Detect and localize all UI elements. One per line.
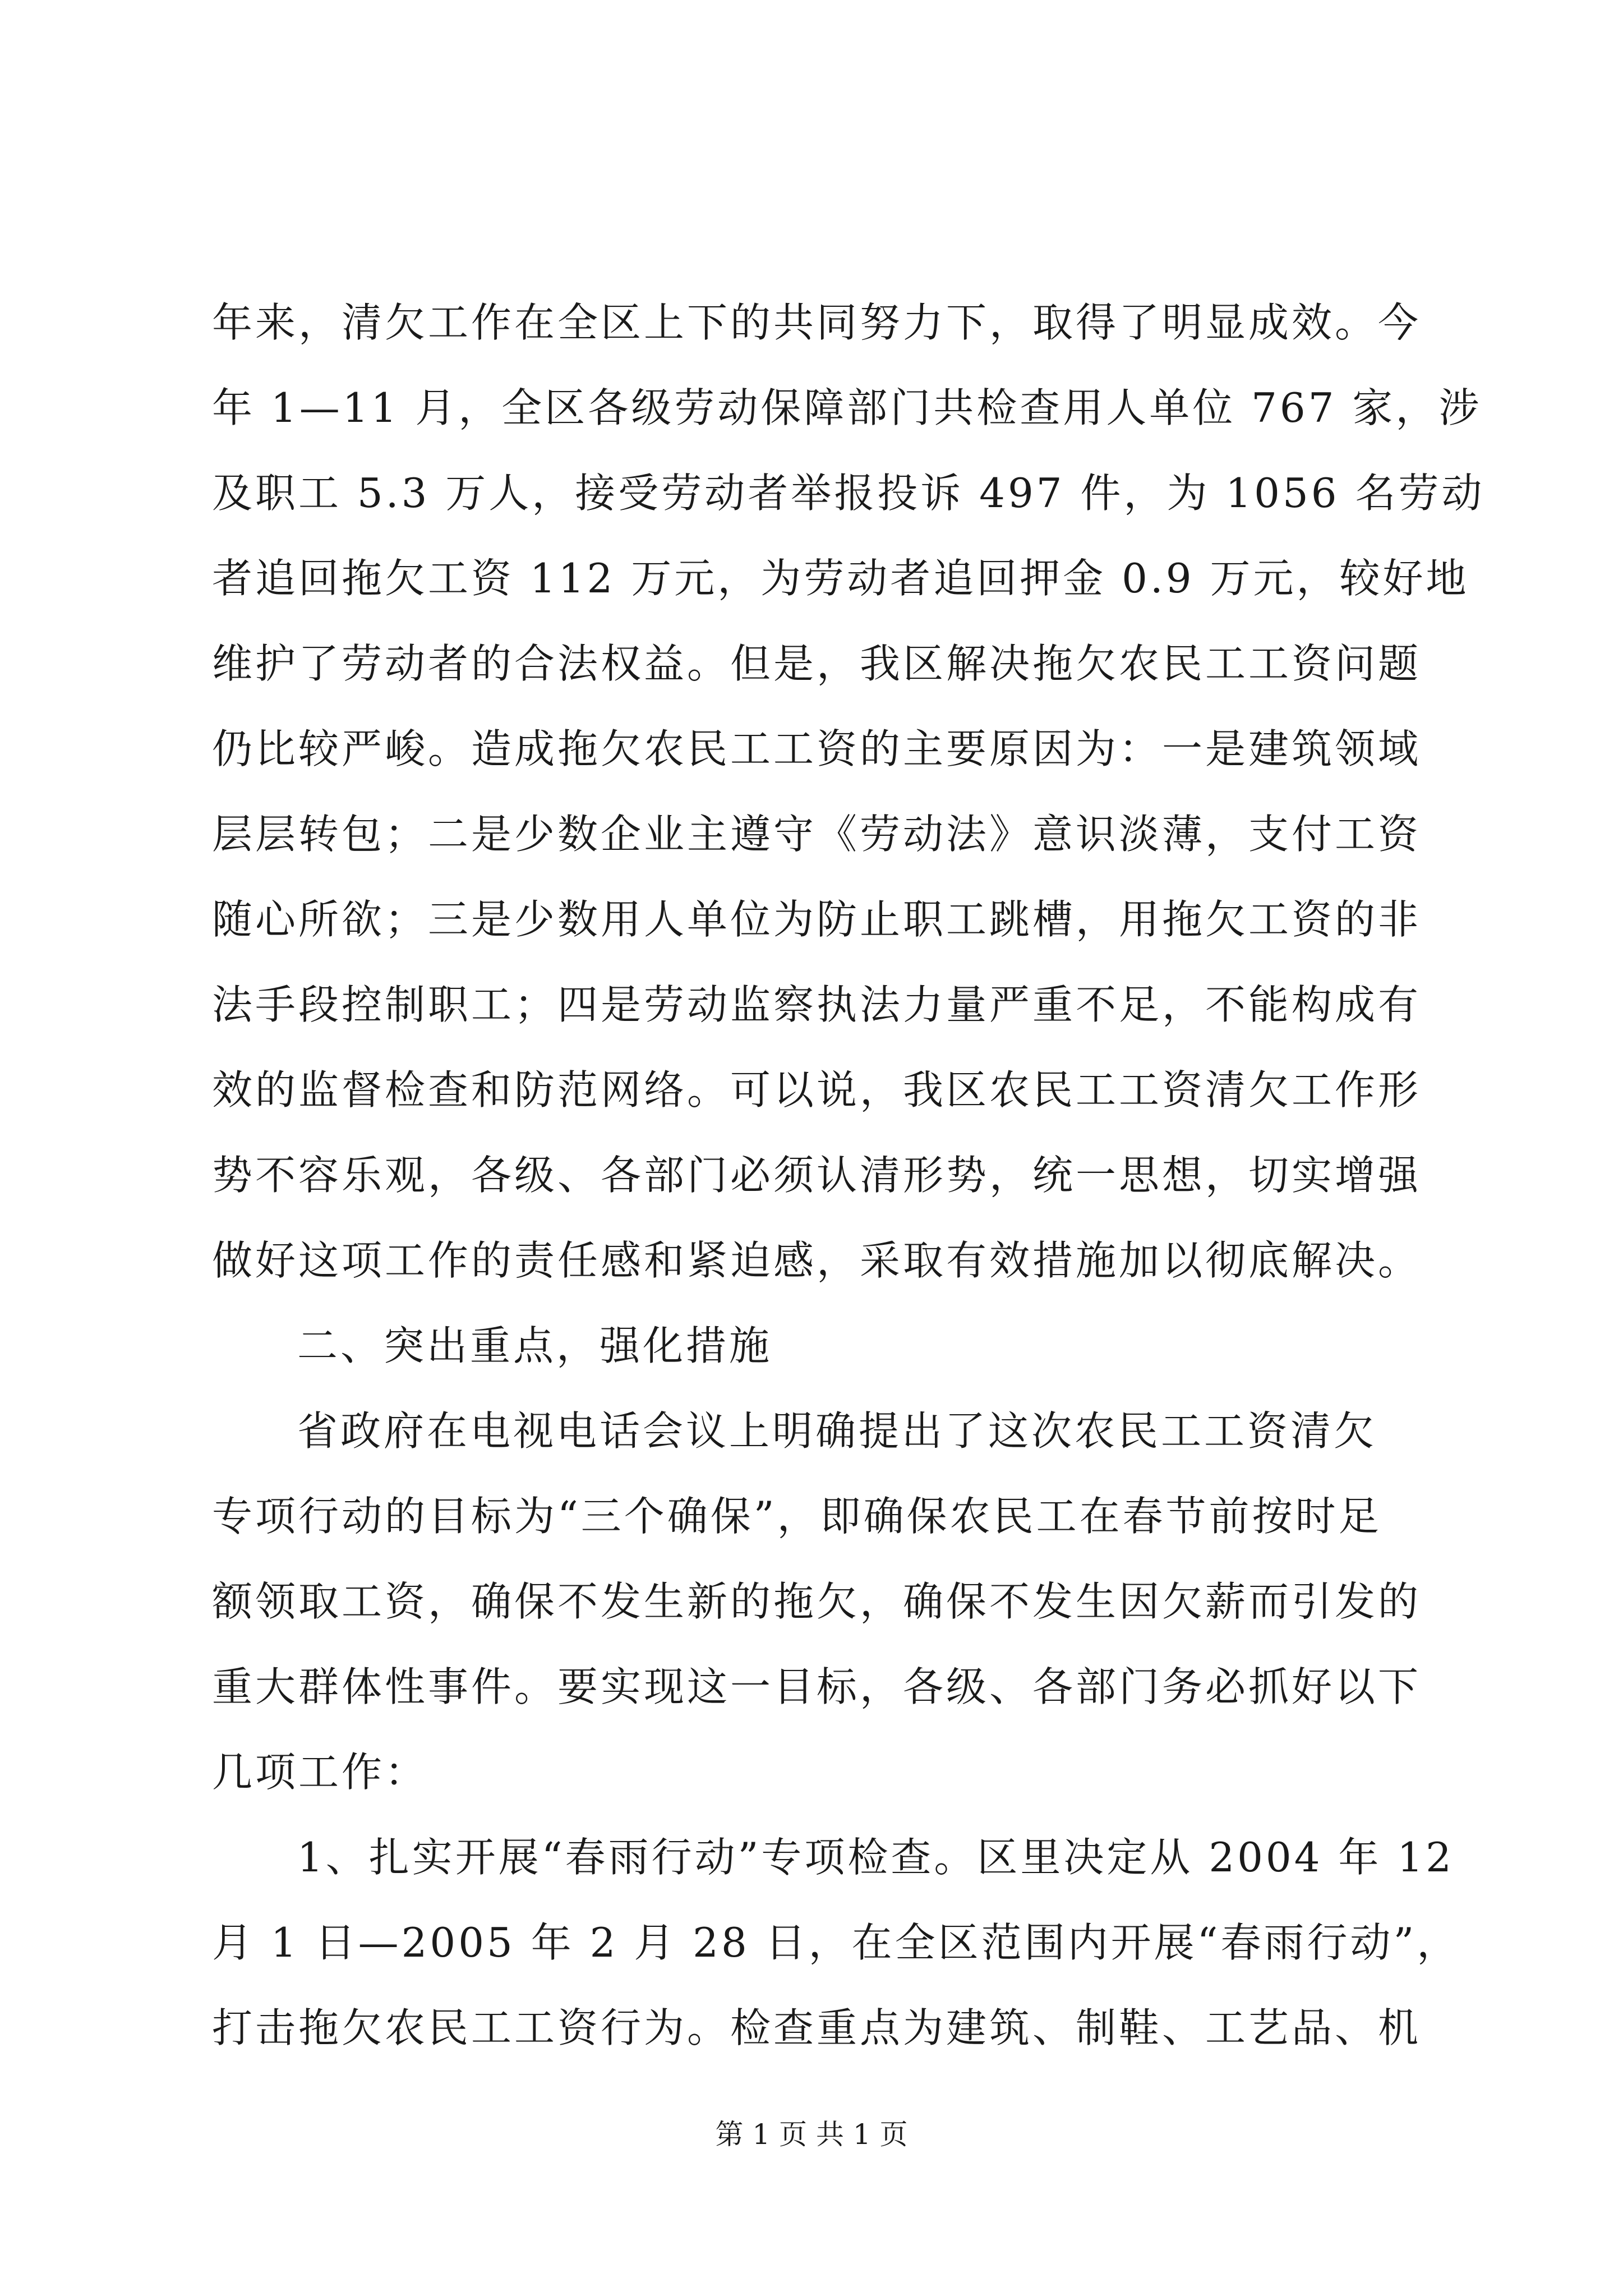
text-line: 打击拖欠农民工工资行为。检查重点为建筑、制鞋、工艺品、机	[212, 2004, 1422, 2051]
text-line: 势不容乐观，各级、各部门必须认清形势，统一思想，切实增强	[212, 1152, 1422, 1199]
text-line: 者追回拖欠工资 112 万元，为劳动者追回押金 0.9 万元，较好地	[212, 555, 1469, 602]
text-line: 省政府在电视电话会议上明确提出了这次农民工工资清欠	[297, 1407, 1377, 1455]
text-line: 层层转包；二是少数企业主遵守《劳动法》意识淡薄，支付工资	[212, 811, 1422, 858]
text-line: 效的监督检查和防范网络。可以说，我区农民工工资清欠工作形	[212, 1066, 1422, 1114]
text-line: 及职工 5.3 万人，接受劳动者举报投诉 497 件，为 1056 名劳动	[212, 470, 1485, 517]
text-line: 年来，清欠工作在全区上下的共同努力下，取得了明显成效。今	[212, 299, 1422, 346]
page-footer: 第 1 页 共 1 页	[715, 2118, 908, 2151]
text-line: 随心所欲；三是少数用人单位为防止职工跳槽，用拖欠工资的非	[212, 896, 1422, 943]
text-line: 做好这项工作的责任感和紧迫感，采取有效措施加以彻底解决。	[212, 1237, 1422, 1284]
text-line: 年 1—11 月，全区各级劳动保障部门共检查用人单位 767 家，涉	[212, 384, 1482, 431]
text-line: 维护了劳动者的合法权益。但是，我区解决拖欠农民工工资问题	[212, 640, 1422, 687]
text-line: 月 1 日—2005 年 2 月 28 日，在全区范围内开展“春雨行动”，	[212, 1919, 1460, 1966]
text-line: 额领取工资，确保不发生新的拖欠，确保不发生因欠薪而引发的	[212, 1578, 1422, 1625]
text-line: 1、扎实开展“春雨行动”专项检查。区里决定从 2004 年 12	[297, 1834, 1454, 1881]
section-heading: 二、突出重点，强化措施	[297, 1322, 773, 1369]
text-line: 仍比较严峻。造成拖欠农民工工资的主要原因为：一是建筑领域	[212, 725, 1422, 772]
text-line: 专项行动的目标为“三个确保”，即确保农民工在春节前按时足	[212, 1493, 1382, 1540]
text-line: 几项工作：	[212, 1749, 428, 1796]
text-line: 重大群体性事件。要实现这一目标，各级、各部门务必抓好以下	[212, 1663, 1422, 1710]
text-line: 法手段控制职工；四是劳动监察执法力量严重不足，不能构成有	[212, 981, 1422, 1028]
